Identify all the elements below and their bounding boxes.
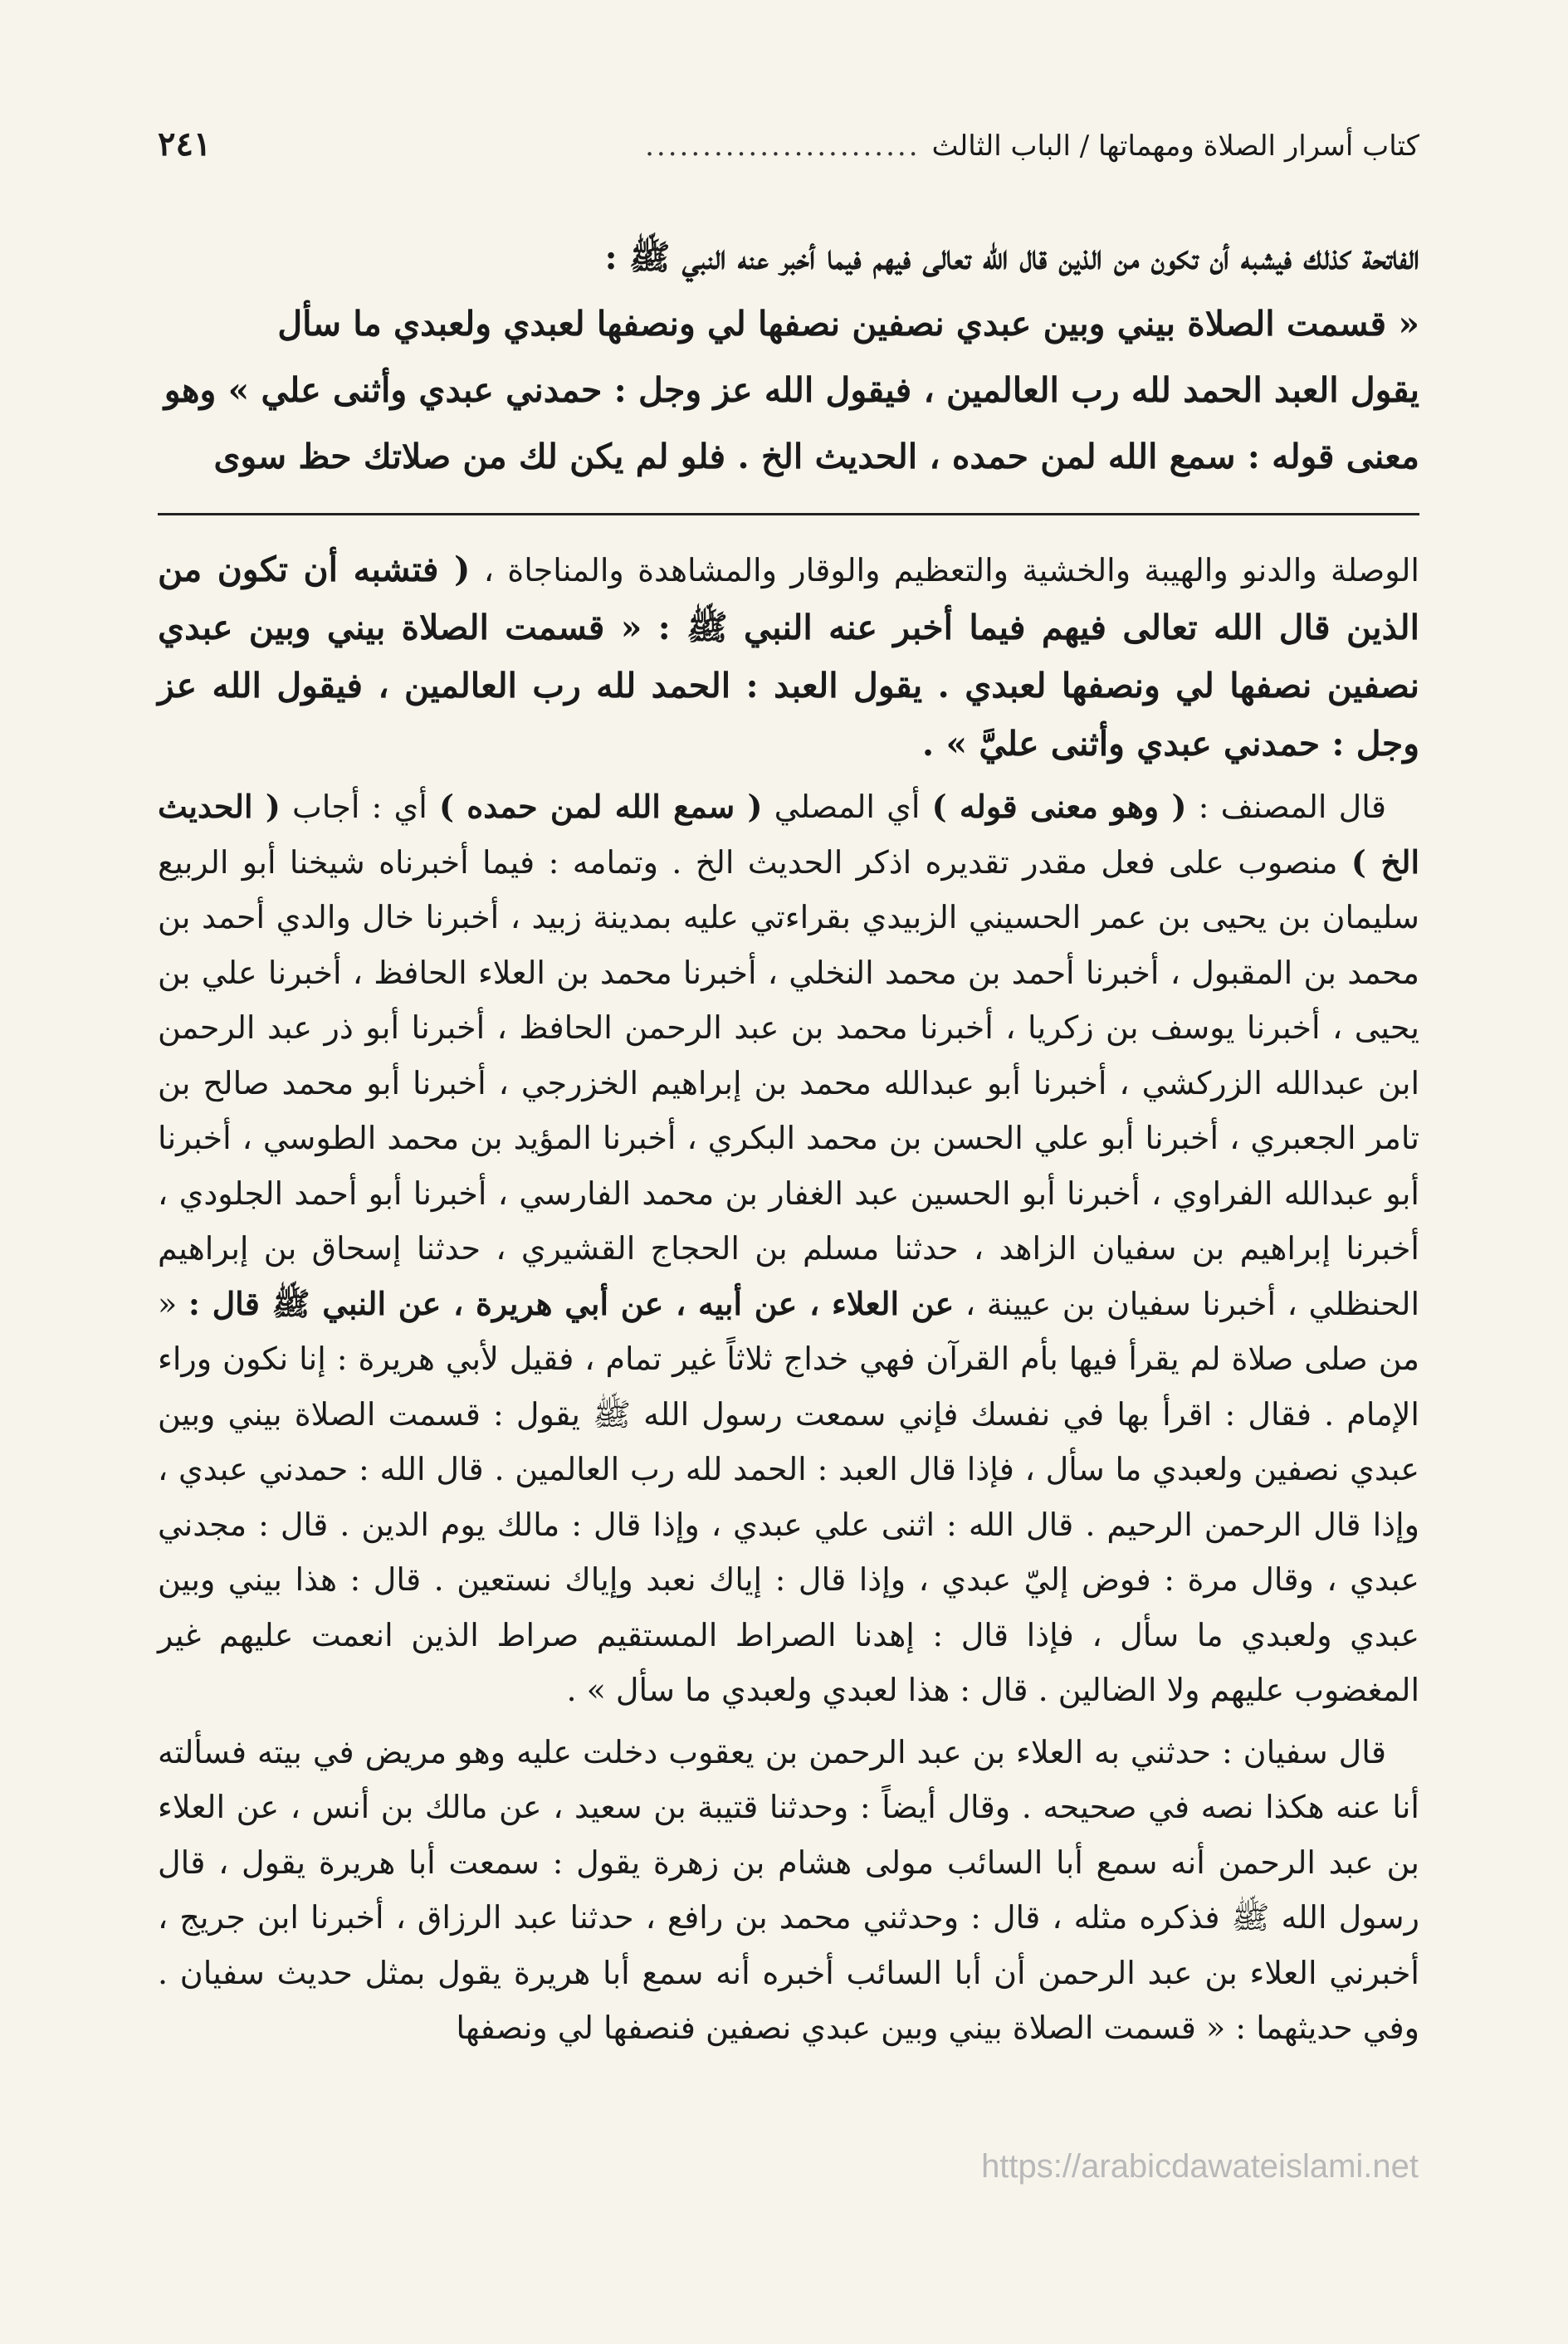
page-number: ٢٤١ bbox=[158, 125, 212, 164]
book-title: كتاب أسرار الصلاة ومهماتها / الباب الثالث bbox=[931, 129, 1419, 163]
quoted-text: ( وهو معنى قوله ) bbox=[931, 788, 1187, 825]
commentary-text bbox=[158, 540, 1419, 2056]
quoted-text: ( سمع الله لمن حمده ) bbox=[439, 788, 763, 825]
leader-dots: ........................ bbox=[645, 129, 921, 163]
commentary-paragraph bbox=[158, 779, 1419, 1718]
book-page bbox=[158, 125, 1419, 2056]
main-text bbox=[158, 224, 1419, 490]
commentary-text-plain: منصوب على فعل مقدر تقديره اذكر الحديث الخ . وتمامه : فيما أخبرناه شيخنا أبو الربيع سليمان بن يحيى بن عمر الحسيني الزبيدي بقراءتي عليه بمدينة زبيد ، أخبرنا خال والدي أحمد بن محمد بن المقبول ، أخبرنا أحمد بن محمد النخلي ، أخبرنا محمد بن العلاء الحافظ ، أخبرنا علي بن يحيى ، أخبرنا يوسف بن زكريا ، أخبرنا محمد بن عبد الرحمن الحافظ ، أخبرنا أبو ذر عبد الرحمن ابن عبدالله الزركشي ، أخبرنا أبو عبدالله محمد بن إبراهيم الخزرجي ، أخبرنا أبو محمد صالح بن تامر الجعبري ، أخبرنا أبو علي الحسن بن محمد البكري ، أخبرنا المؤيد بن محمد الطوسي ، أخبرنا أبو عبدالله الفراوي ، أخبرنا أبو الحسين عبد الغفار بن محمد الفارسي ، أخبرنا أبو أحمد الجلودي ، أخبرنا إبراهيم بن سفيان الزاهد ، حدثنا مسلم بن الحجاج القشيري ، حدثنا إسحاق بن إبراهيم الحنظلي ، أخبرنا سفيان بن عيينة ، bbox=[158, 843, 1419, 1322]
main-line: « قسمت الصلاة بيني وبين عبدي نصفين نصفها لي ونصفها لعبدي ولعبدي ما سأل bbox=[277, 304, 1419, 344]
divider-rule bbox=[158, 513, 1419, 515]
quoted-text: ( الحديث الخ ) bbox=[158, 788, 1420, 881]
watermark-url: https://arabicdawateislami.net bbox=[981, 2148, 1419, 2185]
commentary-text-plain: « من صلى صلاة لم يقرأ فيها بأم القرآن فهي خداج ثلاثاً غير تمام ، فقيل لأبي هريرة : إنا نكون وراء الإمام . فقال : اقرأ بها في نفسك فإني سمعت رسول الله ﷺ يقول : قسمت الصلاة بيني وبين عبدي نصفين ولعبدي ما سأل ، فإذا قال العبد : الحمد لله رب العالمين . قال الله : حمدني عبدي ، وإذا قال الرحمن الرحيم . قال الله : اثنى علي عبدي ، وإذا قال : مالك يوم الدين . قال : مجدني عبدي ، وقال مرة : فوض إليّ عبدي ، وإذا قال : إياك نعبد وإياك نستعين . قال : هذا بيني وبين عبدي ولعبدي ما سأل ، فإذا قال : إهدنا الصراط المستقيم صراط الذين انعمت عليهم غير المغضوب عليهم ولا الضالين . قال : هذا لعبدي ولعبدي ما سأل » . bbox=[158, 1285, 1419, 1708]
commentary-text-plain: قال المصنف : bbox=[1186, 789, 1386, 825]
commentary-text-plain: أي : أجاب bbox=[280, 789, 439, 825]
quoted-text: عن العلاء ، عن أبيه ، عن أبي هريرة ، عن النبي ﷺ قال : bbox=[188, 1284, 955, 1322]
quoted-text: ( فتشبه أن تكون من الذين قال الله تعالى فيهم فيما أخبر عنه النبي ﷺ : « قسمت الصلاة بيني وبين عبدي نصفين نصفها لي ونصفها لعبدي . يقول العبد : الحمد لله رب العالمين ، فيقول الله عز وجل : حمدني عبدي وأثنى عليَّ » . bbox=[158, 549, 1419, 764]
main-line: معنى قوله : سمع الله لمن حمده ، الحديث الخ . فلو لم يكن لك من صلاتك حظ سوى bbox=[213, 437, 1419, 476]
running-header bbox=[158, 125, 1419, 174]
commentary-text-plain: أي المصلي bbox=[762, 789, 932, 825]
header-title-group bbox=[645, 129, 1419, 163]
commentary-text-plain: الوصلة والدنو والهيبة والخشية والتعظيم والوقار والمشاهدة والمناجاة ، bbox=[470, 552, 1419, 588]
main-line: الفاتحة كذلك فيشبه أن تكون من الذين قال الله تعالى فيهم فيما أخبر عنه النبي ﷺ : bbox=[604, 237, 1419, 277]
main-line: يقول العبد الحمد لله رب العالمين ، فيقول الله عز وجل : حمدني عبدي وأثنى علي » وهو bbox=[164, 370, 1419, 410]
commentary-paragraph bbox=[158, 540, 1419, 773]
commentary-paragraph: قال سفيان : حدثني به العلاء بن عبد الرحمن بن يعقوب دخلت عليه وهو مريض في بيته فسألته أنا عنه هكذا نصه في صحيحه . وقال أيضاً : وحدثنا قتيبة بن سعيد ، عن مالك بن أنس ، عن العلاء بن عبد الرحمن أنه سمع أبا السائب مولى هشام بن زهرة يقول : سمعت أبا هريرة يقول ، قال رسول الله ﷺ فذكره مثله ، قال : وحدثني محمد بن رافع ، حدثنا عبد الرزاق ، أخبرنا ابن جريج ، أخبرني العلاء بن عبد الرحمن أن أبا السائب أخبره أنه سمع أبا هريرة يقول بمثل حديث سفيان . وفي حديثهما : « قسمت الصلاة بيني وبين عبدي نصفين فنصفها لي ونصفها bbox=[158, 1733, 1419, 2046]
